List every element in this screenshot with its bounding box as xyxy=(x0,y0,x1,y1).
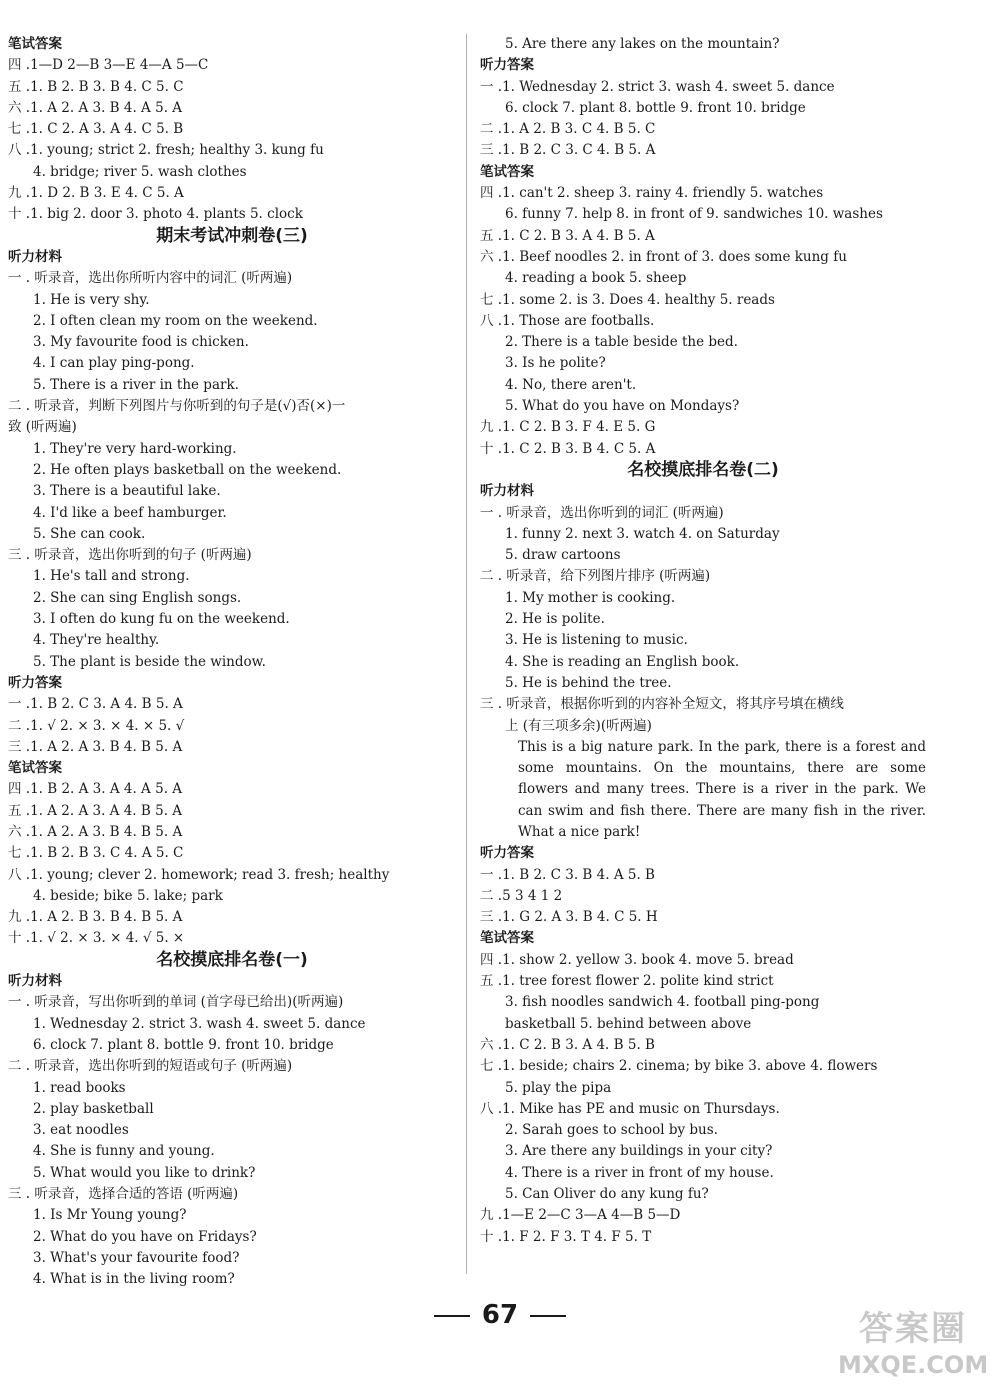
answer-line: 5. He is behind the tree. xyxy=(505,674,672,691)
answer-line: 三 . 听录音，选择合适的答语 (听两遍) xyxy=(8,1186,239,1203)
answer-line: 上 (有三项多余)(听两遍) xyxy=(505,717,652,734)
answer-line: 一 . 听录音，选出你听到的词汇 (听两遍) xyxy=(480,504,724,521)
section-heading: 听力材料 xyxy=(480,483,534,500)
answer-line: 4. I'd like a beef hamburger. xyxy=(33,504,227,521)
answer-line: 3. There is a beautiful lake. xyxy=(33,483,221,500)
watermark-cn: 答案圈 xyxy=(859,1309,967,1349)
answer-line: 2. There is a table beside the bed. xyxy=(505,334,738,351)
answer-line: 九 .1. A 2. B 3. B 4. B 5. A xyxy=(8,909,183,926)
answer-line: 七 .1. some 2. is 3. Does 4. healthy 5. reads xyxy=(480,291,775,308)
answer-line: 5. There is a river in the park. xyxy=(33,376,239,393)
section-title: 名校摸底排名卷(二) xyxy=(627,459,779,480)
section-heading: 听力答案 xyxy=(8,674,62,691)
answer-line: 七 .1. B 2. B 3. C 4. A 5. C xyxy=(8,845,184,862)
answer-line: 五 .1. A 2. A 3. A 4. B 5. A xyxy=(8,802,183,819)
left-column xyxy=(8,34,456,1291)
answer-line: 5. She can cook. xyxy=(33,525,146,542)
answer-line: 1. He is very shy. xyxy=(33,291,150,308)
answer-line: 2. She can sing English songs. xyxy=(33,589,242,606)
answer-line: 3. fish noodles sandwich 4. football ping-pong xyxy=(505,994,820,1011)
answer-line: 4. No, there aren't. xyxy=(505,376,637,393)
answer-line: 3. eat noodles xyxy=(33,1122,129,1139)
answer-line: 二 . 听录音，给下列图片排序 (听两遍) xyxy=(480,568,711,585)
answer-line: 3. Are there any buildings in your city? xyxy=(505,1143,773,1160)
answer-line: 2. I often clean my room on the weekend. xyxy=(33,312,318,329)
answer-line: 4. bridge; river 5. wash clothes xyxy=(33,163,247,180)
answer-line: 四 .1. can't 2. sheep 3. rainy 4. friendly 5. watches xyxy=(480,185,824,202)
answer-line: 四 .1. show 2. yellow 3. book 4. move 5. bread xyxy=(480,951,794,968)
answer-line: 四 .1. B 2. A 3. A 4. A 5. A xyxy=(8,781,183,798)
answer-line: 一 . 听录音，选出你所听内容中的词汇 (听两遍) xyxy=(8,270,293,287)
answer-line: 3. I often do kung fu on the weekend. xyxy=(33,611,290,628)
right-column xyxy=(480,34,926,1248)
answer-line: 八 .1. Those are footballs. xyxy=(480,312,655,329)
watermark-logo xyxy=(838,1307,988,1393)
answer-line: 六 .1. A 2. A 3. B 4. A 5. A xyxy=(8,99,183,116)
answer-line: 一 .1. Wednesday 2. strict 3. wash 4. sweet 5. dance xyxy=(480,78,835,95)
answer-line: 六 .1. A 2. A 3. B 4. B 5. A xyxy=(8,823,183,840)
answer-line: 3. Is he polite? xyxy=(505,355,606,372)
answer-line: 二 . 听录音，选出你听到的短语或句子 (听两遍) xyxy=(8,1058,293,1075)
answer-line: 致 (听两遍) xyxy=(8,419,77,436)
answer-line: 八 .1. young; strict 2. fresh; healthy 3. kung fu xyxy=(8,142,324,159)
answer-line: 二 .1. A 2. B 3. C 4. B 5. C xyxy=(480,121,656,138)
right-column-top xyxy=(480,34,926,737)
answer-line: 6. clock 7. plant 8. bottle 9. front 10. bridge xyxy=(33,1036,334,1053)
answer-line: 5. The plant is beside the window. xyxy=(33,653,266,670)
answer-line: 二 .1. √ 2. × 3. × 4. × 5. √ xyxy=(8,717,185,734)
answer-line: 4. I can play ping-pong. xyxy=(33,355,195,372)
answer-line: 1. They're very hard-working. xyxy=(33,440,237,457)
answer-line: 6. clock 7. plant 8. bottle 9. front 10. bridge xyxy=(505,99,806,116)
section-heading: 笔试答案 xyxy=(480,163,534,180)
answer-line: 九 .1. D 2. B 3. E 4. C 5. A xyxy=(8,185,184,202)
answer-line: 六 .1. Beef noodles 2. in front of 3. does some kung fu xyxy=(480,248,847,265)
answer-line: 八 .1. Mike has PE and music on Thursdays. xyxy=(480,1100,780,1117)
answer-line: 三 . 听录音，根据你听到的内容补全短文，将其序号填在横线 xyxy=(480,696,844,713)
page-number-dash-right xyxy=(530,1315,566,1317)
passage-text: This is a big nature park. In the park, there is a forest and some mountains. On the mountains, there are some flowers and many trees. There is a river in the park. We can swim and fish there. There are many fish in the river. What a nice park! xyxy=(518,738,926,840)
answer-line: 2. He is polite. xyxy=(505,611,605,628)
section-heading: 听力材料 xyxy=(8,973,62,990)
answer-line: 七 .1. C 2. A 3. A 4. C 5. B xyxy=(8,121,184,138)
answer-line: 十 .1. big 2. door 3. photo 4. plants 5. clock xyxy=(8,206,303,223)
column-divider xyxy=(466,34,467,1274)
answer-line: 五 .1. tree forest flower 2. polite kind strict xyxy=(480,973,774,990)
answer-line: 3. My favourite food is chicken. xyxy=(33,334,249,351)
answer-line: 4. beside; bike 5. lake; park xyxy=(33,887,223,904)
answer-line: 4. She is funny and young. xyxy=(33,1143,215,1160)
answer-line: 十 .1. C 2. B 3. B 4. C 5. A xyxy=(480,440,656,457)
section-heading: 听力材料 xyxy=(8,248,62,265)
answer-line: 6. funny 7. help 8. in front of 9. sandwiches 10. washes xyxy=(505,206,883,223)
section-title: 名校摸底排名卷(一) xyxy=(156,949,308,970)
answer-line: 八 .1. young; clever 2. homework; read 3. fresh; healthy xyxy=(8,866,390,883)
answer-line: 五 .1. C 2. B 3. A 4. B 5. A xyxy=(480,227,655,244)
answer-line: 九 .1—E 2—C 3—A 4—B 5—D xyxy=(480,1207,681,1224)
answer-line: 五 .1. B 2. B 3. B 4. C 5. C xyxy=(8,78,184,95)
answer-line: 九 .1. C 2. B 3. F 4. E 5. G xyxy=(480,419,656,436)
section-heading: 听力答案 xyxy=(480,57,534,74)
answer-line: 1. My mother is cooking. xyxy=(505,589,676,606)
answer-line: 2. He often plays basketball on the weekend. xyxy=(33,461,342,478)
answer-line: 4. What is in the living room? xyxy=(33,1271,235,1288)
answer-line: 1. Is Mr Young young? xyxy=(33,1207,187,1224)
answer-line: 5. What would you like to drink? xyxy=(33,1164,256,1181)
answer-line: 5. play the pipa xyxy=(505,1079,612,1096)
answer-line: 1. funny 2. next 3. watch 4. on Saturday xyxy=(505,525,780,542)
answer-line: 3. He is listening to music. xyxy=(505,632,688,649)
section-heading: 笔试答案 xyxy=(8,760,62,777)
page-number-text: 67 xyxy=(481,1300,519,1330)
section-title: 期末考试冲刺卷(三) xyxy=(156,225,308,246)
answer-line: 2. Sarah goes to school by bus. xyxy=(505,1122,718,1139)
answer-line: basketball 5. behind between above xyxy=(505,1015,752,1032)
answer-line: 三 .1. A 2. A 3. B 4. B 5. A xyxy=(8,738,183,755)
answer-line: 4. There is a river in front of my house. xyxy=(505,1164,774,1181)
watermark-en: MXQE.COM xyxy=(838,1351,989,1379)
answer-line: 二 . 听录音，判断下列图片与你听到的句子是(√)否(×)一 xyxy=(8,398,346,415)
answer-line: 1. read books xyxy=(33,1079,126,1096)
section-heading: 听力答案 xyxy=(480,845,534,862)
answer-line: 十 .1. √ 2. × 3. × 4. √ 5. × xyxy=(8,930,185,947)
answer-line: 4. They're healthy. xyxy=(33,632,160,649)
page-number-dash-left xyxy=(434,1315,470,1317)
answer-line: 四 .1—D 2—B 3—E 4—A 5—C xyxy=(8,57,209,74)
answer-line: 4. She is reading an English book. xyxy=(505,653,740,670)
answer-line: 5. draw cartoons xyxy=(505,547,621,564)
answer-line: 5. What do you have on Mondays? xyxy=(505,398,740,415)
answer-line: 1. Wednesday 2. strict 3. wash 4. sweet 5. dance xyxy=(33,1015,366,1032)
answer-line: 一 .1. B 2. C 3. B 4. A 5. B xyxy=(480,866,655,883)
answer-line: 一 . 听录音，写出你听到的单词 (首字母已给出)(听两遍) xyxy=(8,994,344,1011)
answer-line: 三 .1. G 2. A 3. B 4. C 5. H xyxy=(480,909,658,926)
answer-line: 5. Are there any lakes on the mountain? xyxy=(505,36,780,52)
answer-line: 5. Can Oliver do any kung fu? xyxy=(505,1186,709,1203)
answer-line: 1. He's tall and strong. xyxy=(33,568,190,585)
answer-line: 3. What's your favourite food? xyxy=(33,1249,240,1266)
answer-line: 七 .1. beside; chairs 2. cinema; by bike 3. above 4. flowers xyxy=(480,1058,878,1075)
answer-line: 十 .1. F 2. F 3. T 4. F 5. T xyxy=(480,1228,652,1245)
answer-line: 4. reading a book 5. sheep xyxy=(505,270,687,287)
answer-line: 一 .1. B 2. C 3. A 4. B 5. A xyxy=(8,696,183,713)
answer-line: 二 .5 3 4 1 2 xyxy=(480,887,563,904)
answer-line: 三 .1. B 2. C 3. C 4. B 5. A xyxy=(480,142,656,159)
answer-line: 2. play basketball xyxy=(33,1100,154,1117)
section-heading: 笔试答案 xyxy=(8,36,62,52)
right-column-bottom xyxy=(480,843,926,1248)
answer-line: 2. What do you have on Fridays? xyxy=(33,1228,257,1245)
section-heading: 笔试答案 xyxy=(480,930,534,947)
answer-line: 三 . 听录音，选出你听到的句子 (听两遍) xyxy=(8,547,252,564)
answer-line: 六 .1. C 2. B 3. A 4. B 5. B xyxy=(480,1036,655,1053)
